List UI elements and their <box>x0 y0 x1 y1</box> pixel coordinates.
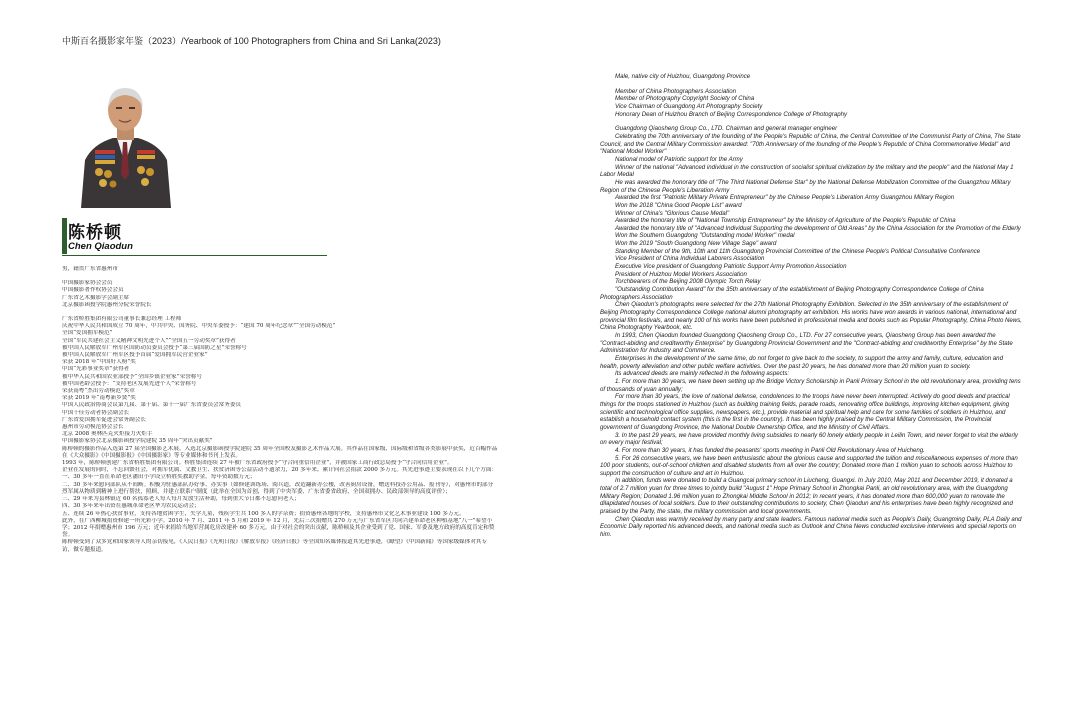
en-paragraph: Chen Qiaodun's photographs were selected for the 27th National Photography Exhibition. Selected in the 35th anniversary of the establishment of Beijing Photography Correspondence College national alumni photography art exhibition. His works have won awards in various national, international and provincial film festivals, and nearly 100 of his works have been published in professional media and books such as Popular Photography, China Photo News, China Photography Yearbook, etc. <box>600 301 1022 332</box>
en-honor: He was awarded the honorary title of "The Third National Defense Star" by the National Defense Mobilization Committee of the Guangzhou Military Region of the Chinese People's Liberation Army <box>600 178 1011 194</box>
cn-membership: 北京摄影函授学院惠州分院荣誉院长 <box>62 301 152 308</box>
cn-membership: 中国摄影家协会会员 <box>62 280 113 287</box>
en-honor: Awarded the honorary title of "National Township Entrepreneur" by the Ministry of Agriculture of the People's Republic of China <box>615 217 956 225</box>
en-honor: National model of Patriotic support for the Army <box>615 155 743 163</box>
cn-honor: 荣获 2018 年“中国好人榜”奖 <box>62 359 136 366</box>
en-honor: Won the 2018 "China Good People List" award <box>615 201 742 209</box>
cn-honor: 中国十佳劳动者协会副会长 <box>62 409 130 416</box>
en-membership: Honorary Dean of Huizhou Branch of Beijing Correspondence College of Photography <box>615 110 848 118</box>
portrait-illustration <box>73 78 178 208</box>
name-divider <box>62 255 327 256</box>
name-chinese: 陈桥顿 <box>68 223 122 243</box>
name-accent-bar <box>62 218 67 254</box>
cn-intro: 男，籍贯广东省惠州市 <box>62 266 118 272</box>
cn-honor: 被中国老龄会授予：“支持老区发展先进个人”荣誉称号 <box>62 380 197 387</box>
cn-paragraph: 陈桥顿受到了众多党和国家领导人的亲切接见，《人民日报》《光明日报》《解放军报》《经济日报》等全国知名媒体报道其先进事迹，《瞭望》《中国新闻》等国家级媒体对其专访，做专题报道。 <box>62 539 488 553</box>
cn-honor: 被中国人民解放军广州军区授予首届“爱国拥军民营企业家” <box>62 352 208 359</box>
en-honor: Celebrating the 70th anniversary of the founding of the People's Republic of China, the Central Committee of the Communist Party of China, The State Council, and the Central Military Commission awarded: "70th Anniversary of the founding of the People's Republic of China Commemorative Medal" and "National Model Worker" <box>600 132 1021 156</box>
en-honor: Torchbearers of the Beijing 2008 Olympic Torch Relay <box>615 278 761 286</box>
cn-paragraph: 三、29 年来为县林镇近 60 名孤寡老人每人每月发放生活补助，每到重大节日都不忘慰问老人； <box>62 496 300 503</box>
en-honor: President of Huizhou Model Workers Association <box>615 270 747 278</box>
en-membership: Member of Photography Copyright Society of China <box>615 95 755 103</box>
en-paragraph: 1. For more than 30 years, we have been setting up the Bridge Victory Scholarship in Panli Primary School in the old revolutionary area, providing tens of thousands of yuan annually; <box>600 377 1021 393</box>
cn-paragraph: 四、30 多年来年出资在惠城革命老区华为农民运动会； <box>62 503 200 510</box>
en-paragraph: 3. In the past 29 years, we have provided monthly living subsidies to nearly 60 lonely elderly people in Leilin Town, and never forget to visit the elderly on every major festival; <box>600 431 1018 447</box>
cn-paragraph: 此外，在广西柳城捐资修建一所光彩小学。2010 年 7 月、2011 年 5 月和 2019 年 12 月，先后三次捐赠共 270 万元与广东省军区共同兴建革命老区种植基地“八一”希望小学；2012 年捐赠惠州市 196 万元；近年来捐给当地军营属危房改建补 60 多万元。由于对社会的突出贡献，陈桥顿及其企业受到了党、国家、军委及地方政府的高度肯定和赞誉。 <box>62 517 495 539</box>
cn-honor: 全国“军民共建社会主义精神文明先进个人”“全国五一劳动奖章”获得者 <box>62 337 236 344</box>
chinese-bio <box>62 266 498 554</box>
en-membership: Member of China Photographers Association <box>615 87 737 95</box>
cn-honor: 被中华人民共和国农业部授予“全国乡镇企业家”荣誉称号 <box>62 373 202 380</box>
cn-honor: 庆祝中华人民共和国成立 70 周年，中共中央、国务院、中央军委授予：“建国 70 周年纪念章”“全国劳动模范” <box>62 323 336 330</box>
en-paragraph: 5. For 26 consecutive years, we have been enthusiastic about the glorious cause and supported the tuition and miscellaneous expenses of more than 100 poor students, out-of-school children and disabled students from all over the country; Donated more than 1 million yuan to schools across Huizhou to support the construction of culture and art in Huizhou. <box>600 454 1018 477</box>
cn-honor: 中国摄影家协会北京摄影函授学院建院 35 周年“突出贡献奖” <box>62 438 213 445</box>
cn-honor: 荣获南粤“杰出劳动模范”奖章 <box>62 388 135 395</box>
cn-membership: 广东省艺术摄影学会副主席 <box>62 294 130 301</box>
en-honor: Vice President of China Individual Laborers Association <box>615 255 765 263</box>
en-honor: Awarded the honorary title of "Advanced Individual Supporting the development of Old Areas" by the China Association for the Promotion of the Elderly <box>615 224 1021 232</box>
en-intro: Male, native city of Huizhou, Guangdong Province <box>615 73 751 80</box>
cn-honor: 北京 2008 奥林匹克火炬接力火炬手 <box>62 431 153 438</box>
cn-honor: 惠州市劳动模范协会会长 <box>62 424 124 431</box>
cn-paragraph: 一、30 多年一直在革命老区潘田小学设立桥胜奖教助学金，每年资助数万元； <box>62 474 256 481</box>
en-honor: Standing Member of the 9th, 10th and 11th Guangdong Provincial Committee of the Chinese People's Political Consultative Conference <box>615 247 981 255</box>
cn-honor: 荣获 2019 年“南粤新乡贤”奖 <box>62 395 136 402</box>
en-honor: Won the Southern Guangdong "Outstanding model Worker" medal <box>615 232 795 240</box>
en-paragraph: 4. For more than 30 years, it has funded the peasants' sports meeting in Panli Old Revolutionary Area of Huicheng. <box>615 446 925 454</box>
en-paragraph: Chen Qiaodun was warmly received by many party and state leaders. Famous national media such as People's Daily, Guangming Daily, PLA Daily and Economic Daily reported his advanced deeds, and national media such as Outlook and China News conducted exclusive interviews and special reports on him. <box>600 515 1022 539</box>
cn-honor: 全国“爱国拥军模范” <box>62 330 113 337</box>
cn-membership: 中国摄影著作权协会会员 <box>62 287 124 294</box>
page-header: 中斯百名摄影家年鉴（2023）/Yearbook of 100 Photographers from China and Sri Lanka(2023) <box>62 36 441 46</box>
en-honor: Winner of China's "Glorious Cause Medal" <box>615 209 730 217</box>
cn-honor: 广东省爱国拥军促进会常务副会长 <box>62 416 146 423</box>
en-paragraph: In addition, funds were donated to build a Guangcai primary school in Liucheng, Guangxi. In July 2010, May 2011 and December 2019, it donated a total of 2.7 million yuan for three times to jointly build "August 1" Hope Primary School in Zhongkai Panli, an old revolutionary area, with the Guangdong Military Region; Donated 1.96 million yuan to Zhongkai Middle School in 2012; In recent years, it has donated more than 600,000 yuan to renovate the dilapidated houses of local soldiers. Due to their outstanding contributions to society, Chen Qiaodun and his enterprises have been highly recognized and praised by the Party, the state, the military commission and local governments. <box>600 477 1013 516</box>
name-english: Chen Qiaodun <box>68 241 133 252</box>
cn-honor: 被中国人民解放军广州军区国防动员委员会授予“第三届国防之星”荣誉称号 <box>62 344 247 351</box>
cn-honor: 中国“光彩事业奖章”获得者 <box>62 366 130 373</box>
en-honor: Guangdong Qiaosheng Group Co., LTD. Chairman and general manager engineer <box>615 125 838 133</box>
cn-paragraph: 陈桥顿的摄影作品入选第 27 届全国摄影艺术展。入选北京摄影函授学院建院 35 周年全国校友摄影艺术作品大展。其作品在国家级、国际级和省级各类影展中获奖，近百幅作品在《大众摄影》《中国摄影报》《中国摄影家》等专业媒体和书刊上发表。 <box>62 445 498 459</box>
cn-paragraph: 企业在发展的同时，不忘回馈社会，对拥军优属、文教卫生、扶贫济困等公益活动不遗余力，20 多年来，累计向社会捐款 2000 多万元。其先进事迹主要表现在以下几个方面： <box>62 467 498 474</box>
en-paragraph: In 1993, Chen Qiaodun founded Guangdong Qiaosheng Group Co., LTD. For 27 consecutive years, Qiaosheng Group has been awarded the "Contract-abiding and creditworthy Enterprise" by Guangdong Provincial Government and the "Contract-abiding and creditworthy Enterprise" by the State Administration for Industry and Commerce. <box>600 332 1013 355</box>
en-honor: Winner of the national "Advanced individual in the construction of socialist spiritual civilization by the military and the people" and the National May 1 Labor Medal <box>600 163 1014 179</box>
cn-paragraph: 1993 年，陈桥顿创建广东省桥胜集团有限公司。桥胜集团连续 27 年被广东省政府授予“守合同重信用企业”，并被国家工商行政总局授予“守合同信用企业”。 <box>62 460 453 467</box>
en-honor: Executive Vice president of Guangdong Patriotic Support Army Promotion Association <box>615 263 847 271</box>
en-paragraph: For more than 30 years, the love of national defense, condolences to the troops have never been interrupted. Actively do good deeds and practical things for the troops stationed in Huizhou (such as building training fields, parade roads, renovating office buildings, improving kitchen equipment, giving scientific and technological office supplies, newspapers, etc.), provide material and spiritual help and care for some families of soldiers in Huizhou, and establish a household contact system (this is the first in the country). It has been highly praised by the Central Military Commission, the Provincial government of Guangdong Province, the National Double Ownership Office, and the Ministry of Civil Affairs. <box>600 393 1010 431</box>
en-honor: Won the 2019 "South Guangdong New Village Sage" award <box>615 240 777 248</box>
en-honor: "Outstanding Contribution Award" for the 35th anniversary of the establishment of Beijing Photography Correspondence College of China Photographers Association <box>600 286 984 301</box>
cn-paragraph: 五、连续 26 年热心扶贫事业，支持各地贫困学生，失学儿童，残疾学生共 100 多人的学杂费；捐资惠州各地的学校，支持惠州市文化艺术事业建设 100 多万元。 <box>62 510 465 517</box>
cn-paragraph: 二、30 多年来慰问部队从不间断。积极为驻惠部队办好事、办实事（如修建训练场、阅兵道，改造翻新办公楼，改善厨房设备，赠送科技办公用品、报刊等），对惠州市的部分烈军属从物质到精神上进行帮扶，照顾，并建立联系户制度（此举在全国为首创，得到了中央军委、广东省委省政府、全国双拥办、民政部领导的高度评价）； <box>62 481 494 495</box>
english-bio <box>600 73 1022 539</box>
en-paragraph: Enterprises in the development of the same time, do not forget to give back to the society, to support the army and family, culture, education and health, poverty alleviation and other public welfare activities. Over the past 20 years, he has donated more than 20 million yuan to society. <box>600 354 1003 370</box>
portrait-photo <box>73 78 178 208</box>
cn-honor: 中国人民政治协商会议第九届、第十届、第十一届广东省委员会常务委员 <box>62 402 242 409</box>
en-honor: Awarded the first "Patriotic Military Private Entrepreneur" by the Chinese People's Liberation Army Guangzhou Military Region <box>615 194 955 202</box>
cn-honor: 广东省桥胜集团有限公司董事长兼总经理 工程师 <box>62 316 182 323</box>
en-paragraph: Its advanced deeds are mainly reflected in the following aspects: <box>615 370 790 378</box>
en-membership: Vice Chairman of Guangdong Art Photography Society <box>615 102 763 110</box>
